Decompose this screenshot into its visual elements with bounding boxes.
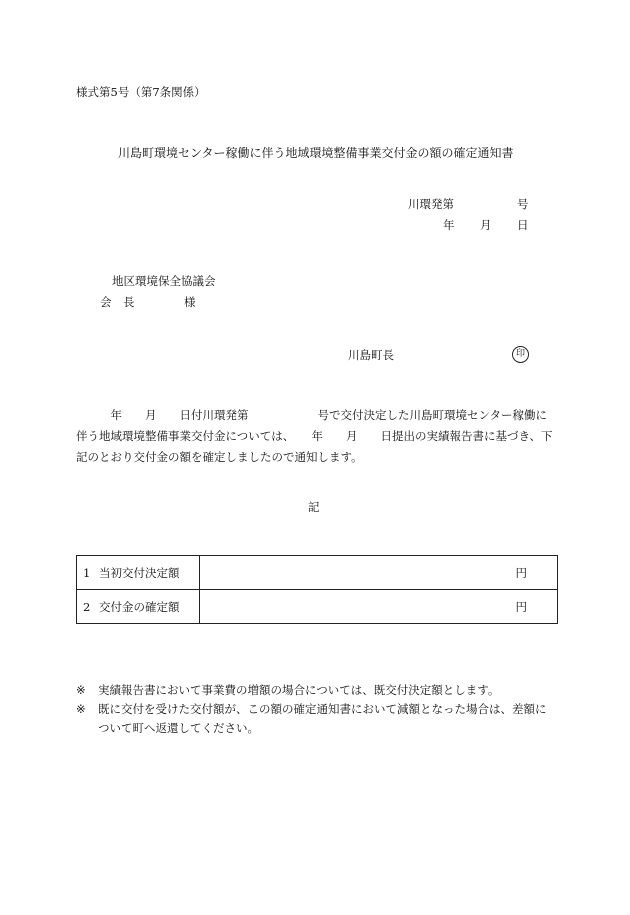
note-item <box>76 681 556 700</box>
table-row <box>77 590 558 624</box>
row-unit: 円 <box>515 565 527 580</box>
reference-number-prefix: 川環発第 <box>408 197 454 211</box>
body-paragraph: 年 月 日付川環発第 号で交付決定した川島町環境センター稼働に伴う地域環境整備事業交付金については、 年 月 日提出の実績報告書に基づき、下記のとおり交付金の額を確定しましたので通知します。 <box>76 408 553 464</box>
row-label-cell <box>77 590 200 624</box>
row-unit: 円 <box>515 599 527 614</box>
note-mark: ※ <box>76 702 86 716</box>
reference-number <box>408 196 529 212</box>
row-label: 交付金の確定額 <box>99 599 180 614</box>
row-amount-cell <box>200 556 558 590</box>
date-month-label: 月 <box>480 218 492 232</box>
row-amount-cell <box>200 590 558 624</box>
seal-mark: 印 <box>512 346 529 363</box>
addressee-title <box>100 294 196 310</box>
row-index: 1 <box>83 565 91 580</box>
sender-name: 川島町長 <box>348 348 394 362</box>
note-text: 既に交付を受けた交付額が、この額の確定通知書において減額となった場合は、差額について町へ返還してください。 <box>98 702 547 735</box>
addressee-honorific: 様 <box>184 295 196 309</box>
date-year-label: 年 <box>443 218 455 232</box>
addressee-organization: 地区環境保全協議会 <box>112 274 216 288</box>
document-title: 川島町環境センター稼働に伴う地域環境整備事業交付金の額の確定通知書 <box>118 146 514 160</box>
note-item <box>76 700 556 738</box>
row-label: 当初交付決定額 <box>99 565 180 580</box>
table-row <box>77 556 558 590</box>
form-number-label: 様式第5号（第7条関係） <box>76 85 206 99</box>
reference-number-suffix: 号 <box>517 197 529 211</box>
addressee-position: 会 長 <box>100 295 135 309</box>
row-index: 2 <box>83 599 91 614</box>
note-text: 実績報告書において事業費の増額の場合については、既交付決定額とします。 <box>98 683 500 697</box>
ki-heading: 記 <box>308 500 320 514</box>
date-day-label: 日 <box>517 218 529 232</box>
amount-table <box>76 555 558 624</box>
note-mark: ※ <box>76 683 86 697</box>
row-label-cell <box>77 556 200 590</box>
